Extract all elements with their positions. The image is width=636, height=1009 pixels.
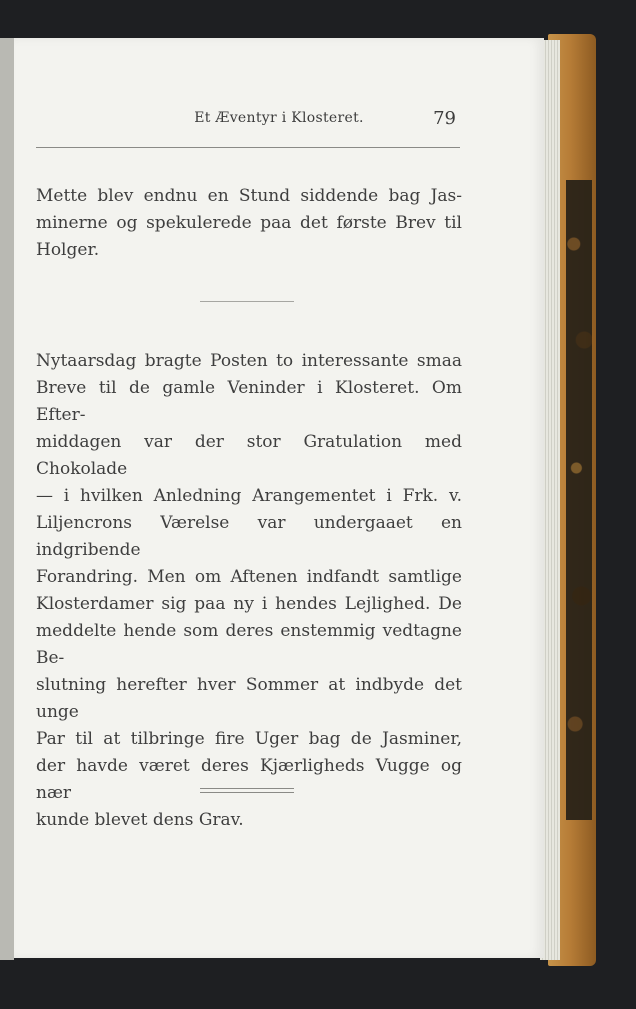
text-line: minerne og spekulerede paa det første Brev til <box>36 213 462 233</box>
header-rule <box>36 147 460 148</box>
text-line: Mette blev endnu en Stund siddende bag Jas- <box>36 186 462 206</box>
text-line: Breve til de gamle Veninder i Klosteret. Om Efter- <box>36 378 462 425</box>
paragraph-1 <box>36 183 462 264</box>
text-line: Forandring. Men om Aftenen indfandt samtlige <box>36 567 462 587</box>
text-line: — i hvilken Anledning Arangementet i Frk. v. <box>36 486 462 506</box>
book-left-edge <box>0 38 14 960</box>
section-divider <box>200 301 294 302</box>
text-line: kunde blevet dens Grav. <box>36 810 244 830</box>
text-line: Par til at tilbringe fire Uger bag de Jasminer, <box>36 729 462 749</box>
text-line: Klosterdamer sig paa ny i hendes Lejlighed. De <box>36 594 462 614</box>
text-line: Liljencrons Værelse var undergaaet en indgribende <box>36 513 462 560</box>
end-ornament-rule <box>200 788 294 793</box>
text-line: meddelte hende som deres enstemmig vedtagne Be- <box>36 621 462 668</box>
marbled-cover-pattern <box>566 180 592 820</box>
text-line: Holger. <box>36 240 100 260</box>
page-header <box>14 110 544 132</box>
text-line: Nytaarsdag bragte Posten to interessante smaa <box>36 351 462 371</box>
paragraph-2 <box>36 348 462 834</box>
page-number: 79 <box>433 108 456 129</box>
text-line: middagen var der stor Gratulation med Chokolade <box>36 432 462 479</box>
text-line: der havde været deres Kjærligheds Vugge og nær <box>36 756 462 803</box>
book-page <box>14 38 544 958</box>
text-line: slutning herefter hver Sommer at indbyde det unge <box>36 675 462 722</box>
running-title: Et Æventyr i Klosteret. <box>194 110 364 126</box>
